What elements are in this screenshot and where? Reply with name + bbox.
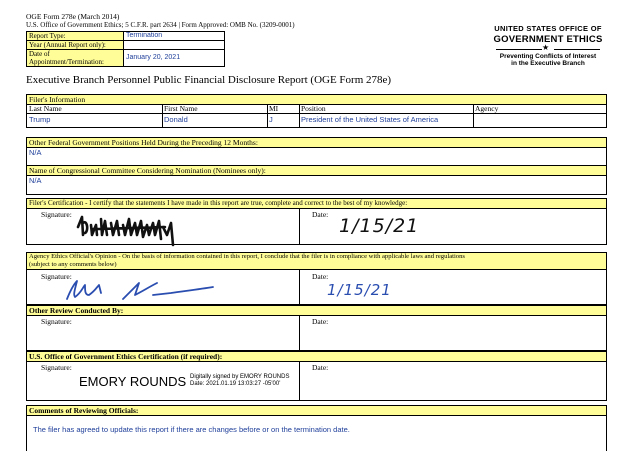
- meta-label: Report Type:: [27, 32, 124, 41]
- congressional-section: [26, 165, 607, 195]
- report-type-value: Termination: [124, 32, 225, 41]
- digital-signature-block: [190, 374, 289, 388]
- other-federal-section: [26, 137, 607, 166]
- comments-heading: Comments of Reviewing Officials:: [27, 406, 606, 416]
- other-review-section: [26, 305, 607, 351]
- logo-line3: Preventing Conflicts of Interest: [499, 53, 597, 60]
- filer-date-label: Date:: [312, 210, 329, 219]
- form-number: OGE Form 278e (March 2014): [26, 12, 120, 21]
- form-authority: U.S. Office of Government Ethics; 5 C.F.R. part 2634 | Form Approved: OMB No. (3209-0001): [26, 21, 295, 29]
- meta-row-date: [27, 50, 225, 67]
- other-review-date-label: Date:: [312, 317, 329, 326]
- col-first-name: First Name: [164, 104, 198, 113]
- filer-cert-heading: Filer's Certification - I certify that the statements I have made in this report are true, complete and correct to the best of my knowledge:: [27, 199, 606, 209]
- agency-opinion-heading-line2: (subject to any comments below): [29, 261, 117, 268]
- logo-line4: in the Executive Branch: [511, 60, 585, 67]
- oge-date-label: Date:: [312, 363, 329, 372]
- oge-signer-name: EMORY ROUNDS: [79, 374, 187, 389]
- comments-text: The filer has agreed to update this report if there are changes before or on the termination date.: [33, 425, 350, 434]
- digital-signature-line1: Digitally signed by EMORY ROUNDS: [190, 374, 290, 380]
- congressional-value: N/A: [29, 176, 42, 185]
- meta-row-report-type: [27, 32, 225, 41]
- meta-row-year: [27, 41, 225, 50]
- filer-date-handwritten: 1/15/21: [339, 215, 420, 237]
- agency-signature-image: [61, 277, 221, 303]
- filer-info-heading: Filer's Information: [27, 95, 606, 105]
- filer-cert-section: [26, 198, 607, 245]
- congressional-heading: Name of Congressional Committee Considering Nomination (Nominees only):: [27, 166, 606, 176]
- report-meta-table: [26, 31, 225, 67]
- star-icon: ★: [542, 43, 550, 52]
- logo-line2: GOVERNMENT ETHICS: [493, 34, 603, 45]
- oge-logo: [488, 24, 608, 67]
- last-name-value: Trump: [29, 115, 51, 124]
- digital-signature-line2: Date: 2021.01.19 13:03:27 -05'00': [190, 381, 281, 387]
- col-position: Position: [301, 104, 326, 113]
- agency-opinion-heading-line1: Agency Ethics Official's Opinion - On the basis of information contained in this report, I conclude that the filer is in compliance with applicable laws and regulations: [29, 253, 465, 260]
- mi-value: J: [269, 115, 273, 124]
- col-mi: MI: [269, 104, 279, 113]
- col-last-name: Last Name: [29, 104, 62, 113]
- filer-info-section: [26, 94, 607, 128]
- meta-label: Year (Annual Report only):: [27, 41, 124, 50]
- agency-signature-label: Signature:: [41, 272, 72, 281]
- agency-date-label: Date:: [312, 272, 329, 281]
- filer-signature-image: [73, 209, 188, 249]
- year-value: [124, 41, 225, 50]
- other-federal-heading: Other Federal Government Positions Held During the Preceding 12 Months:: [27, 138, 606, 148]
- logo-line1: UNITED STATES OFFICE OF: [494, 24, 602, 33]
- other-federal-value: N/A: [29, 148, 42, 157]
- agency-opinion-heading: [27, 253, 606, 270]
- agency-date-handwritten: 1/15/21: [327, 281, 392, 299]
- oge-cert-section: [26, 351, 607, 401]
- agency-opinion-section: [26, 252, 607, 305]
- col-agency: Agency: [475, 104, 499, 113]
- comments-section: [26, 405, 607, 451]
- oge-signature-label: Signature:: [41, 363, 72, 372]
- other-review-heading: Other Review Conducted By:: [27, 306, 606, 316]
- appointment-date-value: January 20, 2021: [124, 50, 225, 67]
- position-value: President of the United States of America: [301, 115, 439, 124]
- first-name-value: Donald: [164, 115, 188, 124]
- meta-label: Date of Appointment/Termination:: [27, 50, 124, 67]
- oge-cert-heading: U.S. Office of Government Ethics Certification (if required):: [27, 352, 606, 362]
- filer-signature-label: Signature:: [41, 210, 72, 219]
- report-title: Executive Branch Personnel Public Financial Disclosure Report (OGE Form 278e): [26, 74, 392, 86]
- logo-rule: [488, 45, 608, 53]
- other-review-signature-label: Signature:: [41, 317, 72, 326]
